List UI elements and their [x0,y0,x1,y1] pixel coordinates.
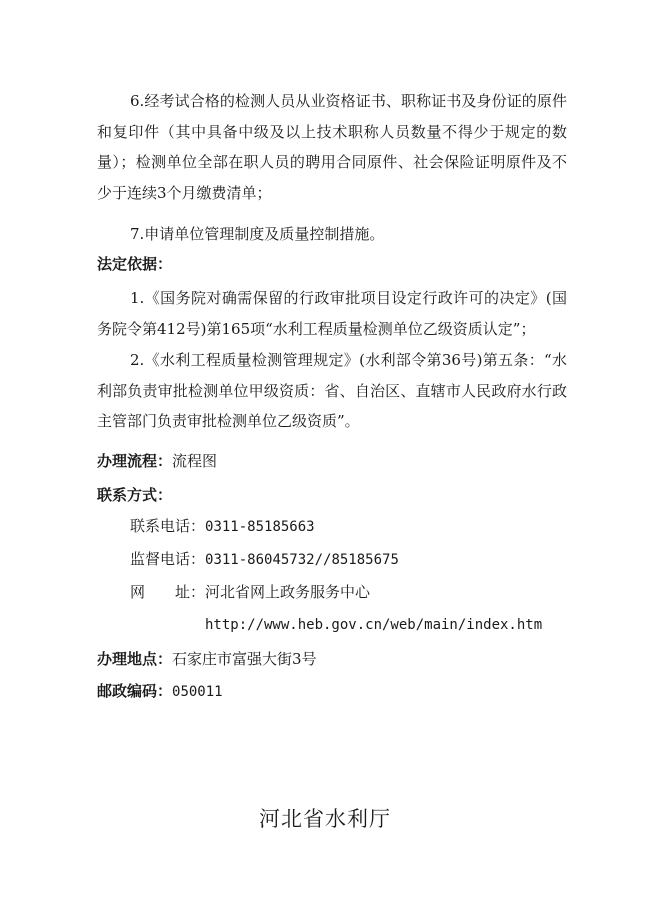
contact-phone-value: 0311-85185663 [205,519,315,535]
supervision-phone-label: 监督电话： [130,550,206,568]
website-row [130,582,370,602]
postal-row [97,681,223,702]
postal-value: 050011 [172,684,223,700]
website-name: 河北省网上政务服务中心 [205,583,371,601]
website-label: 网 址： [130,583,206,601]
process-row [97,451,217,471]
location-heading: 办理地点： [97,650,173,668]
legal-basis-item-1: 1.《国务院对确需保留的行政审批项目设定行政许可的决定》(国务院令第412号)第165项“水利工程质量检测单位乙级资质认定”； [97,289,567,338]
contact-phone-label: 联系电话： [130,517,206,535]
supervision-phone-row [130,549,399,570]
location-value: 石家庄市富强大街3号 [172,650,317,668]
process-value: 流程图 [172,452,218,470]
issuer-title: 河北省水利厅 [259,807,391,831]
legal-basis-heading: 法定依据： [97,255,173,273]
material-item-7: 7.申请单位管理制度及质量控制措施。 [130,225,385,243]
website-url: http://www.heb.gov.cn/web/main/index.htm [205,617,543,633]
material-item-6: 6.经考试合格的检测人员从业资格证书、职称证书及身份证的原件和复印件（其中具备中级及以上技术职称人员数量不得少于规定的数量）；检测单位全部在职人员的聘用合同原件、社会保险证明原件及不少于连续3个月缴费清单； [97,92,567,202]
contact-phone-row [130,516,315,537]
process-heading: 办理流程： [97,452,173,470]
supervision-phone-value: 0311-86045732//85185675 [205,552,399,568]
legal-basis-item-2: 2.《水利工程质量检测管理规定》(水利部令第36号)第五条：“水利部负责审批检测单位甲级资质：省、自治区、直辖市人民政府水行政主管部门负责审批检测单位乙级资质”。 [97,351,567,430]
postal-heading: 邮政编码： [97,682,173,700]
contact-heading: 联系方式： [97,486,173,504]
location-row [97,649,317,669]
